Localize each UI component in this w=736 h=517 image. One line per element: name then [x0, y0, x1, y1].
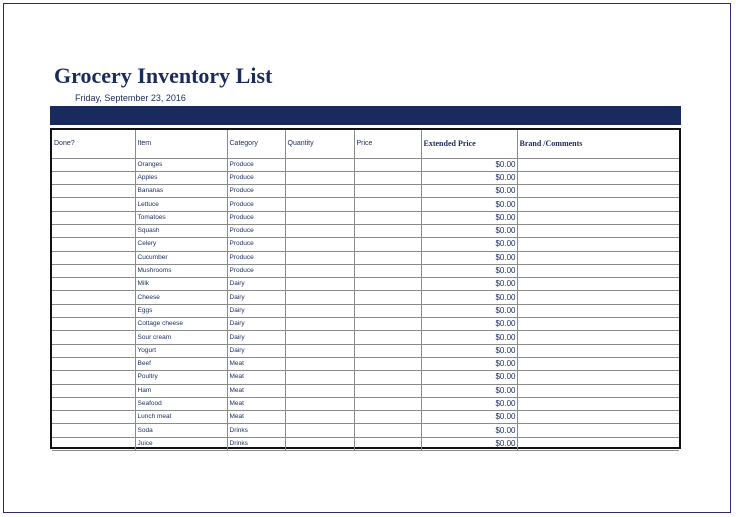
- table-row: [52, 224, 679, 237]
- quantity-cell[interactable]: [285, 411, 354, 424]
- item-cell[interactable]: Beef: [135, 357, 227, 370]
- price-cell[interactable]: [354, 397, 421, 410]
- extended-price-cell[interactable]: $0.00: [421, 264, 517, 277]
- table-row: [52, 291, 679, 304]
- item-cell[interactable]: Celery: [135, 238, 227, 251]
- done-cell[interactable]: [52, 171, 135, 184]
- extended-price-cell[interactable]: $0.00: [421, 278, 517, 291]
- brand-comments-cell[interactable]: [517, 238, 679, 251]
- category-cell[interactable]: Dairy: [227, 278, 285, 291]
- item-cell[interactable]: Milk: [135, 278, 227, 291]
- item-cell[interactable]: Juice: [135, 437, 227, 450]
- table-body: [52, 158, 679, 451]
- category-cell[interactable]: Meat: [227, 371, 285, 384]
- table-row: [52, 198, 679, 211]
- done-cell[interactable]: [52, 185, 135, 198]
- quantity-cell[interactable]: [285, 384, 354, 397]
- category-cell[interactable]: Produce: [227, 211, 285, 224]
- table-row: [52, 357, 679, 370]
- category-cell[interactable]: Dairy: [227, 304, 285, 317]
- price-cell[interactable]: [354, 158, 421, 171]
- done-cell[interactable]: [52, 198, 135, 211]
- price-cell[interactable]: [354, 251, 421, 264]
- item-cell[interactable]: Oranges: [135, 158, 227, 171]
- done-cell[interactable]: [52, 318, 135, 331]
- item-cell[interactable]: Ham: [135, 384, 227, 397]
- quantity-cell[interactable]: [285, 291, 354, 304]
- extended-price-cell[interactable]: $0.00: [421, 198, 517, 211]
- brand-comments-cell[interactable]: [517, 291, 679, 304]
- quantity-cell[interactable]: [285, 264, 354, 277]
- done-cell[interactable]: [52, 344, 135, 357]
- category-cell[interactable]: Dairy: [227, 331, 285, 344]
- price-cell[interactable]: [354, 384, 421, 397]
- extended-price-cell[interactable]: $0.00: [421, 185, 517, 198]
- category-cell[interactable]: Produce: [227, 238, 285, 251]
- done-cell[interactable]: [52, 224, 135, 237]
- table-row: [52, 158, 679, 171]
- brand-comments-cell[interactable]: [517, 384, 679, 397]
- table-row: [52, 304, 679, 317]
- table-row: [52, 264, 679, 277]
- done-cell[interactable]: [52, 371, 135, 384]
- brand-comments-cell[interactable]: [517, 185, 679, 198]
- table-row: [52, 344, 679, 357]
- extended-price-cell[interactable]: $0.00: [421, 318, 517, 331]
- header-bar: [50, 106, 681, 125]
- brand-comments-cell[interactable]: [517, 198, 679, 211]
- col-header-quantity[interactable]: Quantity: [285, 130, 354, 158]
- extended-price-cell[interactable]: $0.00: [421, 238, 517, 251]
- done-cell[interactable]: [52, 291, 135, 304]
- quantity-cell[interactable]: [285, 437, 354, 450]
- table-row: [52, 238, 679, 251]
- category-cell[interactable]: Produce: [227, 185, 285, 198]
- brand-comments-cell[interactable]: [517, 171, 679, 184]
- quantity-cell[interactable]: [285, 318, 354, 331]
- price-cell[interactable]: [354, 211, 421, 224]
- done-cell[interactable]: [52, 424, 135, 437]
- item-cell[interactable]: Tomatoes: [135, 211, 227, 224]
- done-cell[interactable]: [52, 437, 135, 450]
- date-label: Friday, September 23, 2016: [75, 93, 186, 103]
- price-cell[interactable]: [354, 318, 421, 331]
- item-cell[interactable]: Seafood: [135, 397, 227, 410]
- extended-price-cell[interactable]: $0.00: [421, 304, 517, 317]
- brand-comments-cell[interactable]: [517, 158, 679, 171]
- brand-comments-cell[interactable]: [517, 211, 679, 224]
- category-cell[interactable]: Meat: [227, 384, 285, 397]
- category-cell[interactable]: Produce: [227, 171, 285, 184]
- col-header-done[interactable]: Done?: [52, 130, 135, 158]
- brand-comments-cell[interactable]: [517, 371, 679, 384]
- price-cell[interactable]: [354, 371, 421, 384]
- extended-price-cell[interactable]: $0.00: [421, 344, 517, 357]
- category-cell[interactable]: Produce: [227, 158, 285, 171]
- price-cell[interactable]: [354, 238, 421, 251]
- col-header-brand-comments[interactable]: Brand /Comments: [517, 130, 679, 158]
- done-cell[interactable]: [52, 251, 135, 264]
- done-cell[interactable]: [52, 411, 135, 424]
- table-row: [52, 251, 679, 264]
- extended-price-cell[interactable]: $0.00: [421, 251, 517, 264]
- price-cell[interactable]: [354, 278, 421, 291]
- done-cell[interactable]: [52, 304, 135, 317]
- price-cell[interactable]: [354, 171, 421, 184]
- brand-comments-cell[interactable]: [517, 278, 679, 291]
- extended-price-cell[interactable]: $0.00: [421, 397, 517, 410]
- category-cell[interactable]: Dairy: [227, 318, 285, 331]
- extended-price-cell[interactable]: $0.00: [421, 437, 517, 450]
- category-cell[interactable]: Drinks: [227, 424, 285, 437]
- col-header-category[interactable]: Category: [227, 130, 285, 158]
- category-cell[interactable]: Drinks: [227, 437, 285, 450]
- price-cell[interactable]: [354, 198, 421, 211]
- price-cell[interactable]: [354, 437, 421, 450]
- extended-price-cell[interactable]: $0.00: [421, 171, 517, 184]
- category-cell[interactable]: Meat: [227, 357, 285, 370]
- brand-comments-cell[interactable]: [517, 331, 679, 344]
- price-cell[interactable]: [354, 411, 421, 424]
- item-cell[interactable]: Sour cream: [135, 331, 227, 344]
- table-row: [52, 185, 679, 198]
- col-header-item[interactable]: Item: [135, 130, 227, 158]
- col-header-price[interactable]: Price: [354, 130, 421, 158]
- item-cell[interactable]: Cucumber: [135, 251, 227, 264]
- quantity-cell[interactable]: [285, 424, 354, 437]
- quantity-cell[interactable]: [285, 171, 354, 184]
- brand-comments-cell[interactable]: [517, 264, 679, 277]
- brand-comments-cell[interactable]: [517, 437, 679, 450]
- category-cell[interactable]: Dairy: [227, 291, 285, 304]
- table-row: [52, 278, 679, 291]
- done-cell[interactable]: [52, 158, 135, 171]
- table-row: [52, 371, 679, 384]
- quantity-cell[interactable]: [285, 238, 354, 251]
- table-row: [52, 411, 679, 424]
- category-cell[interactable]: Dairy: [227, 344, 285, 357]
- extended-price-cell[interactable]: $0.00: [421, 331, 517, 344]
- quantity-cell[interactable]: [285, 185, 354, 198]
- table-row: [52, 437, 679, 450]
- item-cell[interactable]: Eggs: [135, 304, 227, 317]
- done-cell[interactable]: [52, 331, 135, 344]
- item-cell[interactable]: Yogurt: [135, 344, 227, 357]
- extended-price-cell[interactable]: $0.00: [421, 384, 517, 397]
- item-cell[interactable]: Poultry: [135, 371, 227, 384]
- quantity-cell[interactable]: [285, 397, 354, 410]
- extended-price-cell[interactable]: $0.00: [421, 158, 517, 171]
- price-cell[interactable]: [354, 264, 421, 277]
- category-cell[interactable]: Produce: [227, 224, 285, 237]
- category-cell[interactable]: Meat: [227, 411, 285, 424]
- header-row: [52, 130, 679, 158]
- quantity-cell[interactable]: [285, 331, 354, 344]
- quantity-cell[interactable]: [285, 251, 354, 264]
- brand-comments-cell[interactable]: [517, 424, 679, 437]
- brand-comments-cell[interactable]: [517, 224, 679, 237]
- table-row: [52, 171, 679, 184]
- price-cell[interactable]: [354, 185, 421, 198]
- done-cell[interactable]: [52, 397, 135, 410]
- item-cell[interactable]: Cottage cheese: [135, 318, 227, 331]
- price-cell[interactable]: [354, 291, 421, 304]
- item-cell[interactable]: Mushrooms: [135, 264, 227, 277]
- inventory-sheet: [50, 128, 681, 449]
- item-cell[interactable]: Lunch meat: [135, 411, 227, 424]
- table-row: [52, 331, 679, 344]
- table-row: [52, 318, 679, 331]
- quantity-cell[interactable]: [285, 211, 354, 224]
- brand-comments-cell[interactable]: [517, 304, 679, 317]
- brand-comments-cell[interactable]: [517, 251, 679, 264]
- item-cell[interactable]: Squash: [135, 224, 227, 237]
- category-cell[interactable]: Produce: [227, 264, 285, 277]
- brand-comments-cell[interactable]: [517, 344, 679, 357]
- category-cell[interactable]: Produce: [227, 198, 285, 211]
- quantity-cell[interactable]: [285, 198, 354, 211]
- extended-price-cell[interactable]: $0.00: [421, 291, 517, 304]
- done-cell[interactable]: [52, 211, 135, 224]
- price-cell[interactable]: [354, 344, 421, 357]
- table-row: [52, 384, 679, 397]
- extended-price-cell[interactable]: $0.00: [421, 411, 517, 424]
- price-cell[interactable]: [354, 224, 421, 237]
- item-cell[interactable]: Cheese: [135, 291, 227, 304]
- extended-price-cell[interactable]: $0.00: [421, 371, 517, 384]
- extended-price-cell[interactable]: $0.00: [421, 224, 517, 237]
- table-row: [52, 424, 679, 437]
- item-cell[interactable]: Apples: [135, 171, 227, 184]
- done-cell[interactable]: [52, 384, 135, 397]
- brand-comments-cell[interactable]: [517, 318, 679, 331]
- price-cell[interactable]: [354, 331, 421, 344]
- quantity-cell[interactable]: [285, 158, 354, 171]
- category-cell[interactable]: Meat: [227, 397, 285, 410]
- item-cell[interactable]: Lettuce: [135, 198, 227, 211]
- extended-price-cell[interactable]: $0.00: [421, 211, 517, 224]
- extended-price-cell[interactable]: $0.00: [421, 424, 517, 437]
- done-cell[interactable]: [52, 357, 135, 370]
- price-cell[interactable]: [354, 304, 421, 317]
- quantity-cell[interactable]: [285, 344, 354, 357]
- page-title: Grocery Inventory List: [54, 63, 273, 88]
- quantity-cell[interactable]: [285, 278, 354, 291]
- done-cell[interactable]: [52, 264, 135, 277]
- item-cell[interactable]: Soda: [135, 424, 227, 437]
- brand-comments-cell[interactable]: [517, 357, 679, 370]
- done-cell[interactable]: [52, 278, 135, 291]
- price-cell[interactable]: [354, 424, 421, 437]
- col-header-extended-price[interactable]: Extended Price: [421, 130, 517, 158]
- table-row: [52, 211, 679, 224]
- inventory-table: [52, 130, 679, 451]
- quantity-cell[interactable]: [285, 304, 354, 317]
- category-cell[interactable]: Produce: [227, 251, 285, 264]
- quantity-cell[interactable]: [285, 371, 354, 384]
- quantity-cell[interactable]: [285, 224, 354, 237]
- brand-comments-cell[interactable]: [517, 397, 679, 410]
- quantity-cell[interactable]: [285, 357, 354, 370]
- done-cell[interactable]: [52, 238, 135, 251]
- price-cell[interactable]: [354, 357, 421, 370]
- table-row: [52, 397, 679, 410]
- brand-comments-cell[interactable]: [517, 411, 679, 424]
- extended-price-cell[interactable]: $0.00: [421, 357, 517, 370]
- item-cell[interactable]: Bananas: [135, 185, 227, 198]
